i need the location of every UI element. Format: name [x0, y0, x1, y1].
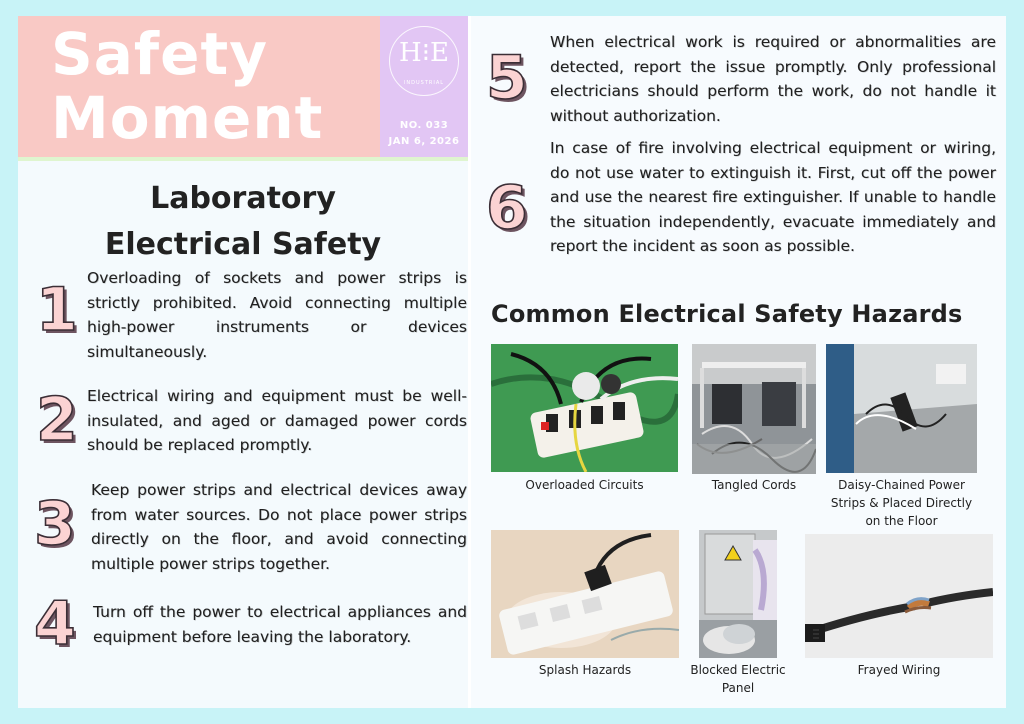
header-underline — [18, 157, 468, 161]
tip-text-5: When electrical work is required or abnormalities are detected, report the issue promptly. Only professional electricians should perform the work, do not handle it without authorization. — [550, 33, 996, 125]
frayed-wiring-photo — [805, 534, 993, 658]
blocked-electric-panel-photo — [699, 530, 777, 658]
caption-overloaded-circuits: Overloaded Circuits — [525, 478, 644, 492]
main-title — [78, 176, 408, 268]
tip-number-6: 6 — [486, 173, 528, 243]
issue-date: JAN 6, 2026 — [388, 136, 460, 147]
caption-blocked-panel: Blocked Electric Panel — [690, 663, 786, 695]
splash-hazards-photo — [491, 530, 679, 658]
tip-text-2: Electrical wiring and equipment must be well-insulated, and aged or damaged power cords should be replaced promptly. — [87, 387, 467, 454]
company-logo: H⁝E — [399, 38, 449, 68]
caption-tangled-cords: Tangled Cords — [711, 478, 797, 492]
poster — [18, 16, 1006, 708]
daisy-chained-power-strips-photo — [826, 344, 977, 473]
tip-number-5: 5 — [486, 43, 528, 113]
logo-subtext: INDUSTRIAL — [403, 80, 445, 86]
caption-splash-hazards: Splash Hazards — [538, 663, 632, 677]
tip-number-1: 1 — [36, 275, 78, 345]
header-title — [51, 22, 323, 150]
main-title-line1: Laboratory — [150, 181, 336, 216]
tip-text-1: Overloading of sockets and power strips is strictly prohibited. Avoid connecting multiple high-power instruments or devices simultaneously. — [87, 269, 467, 361]
overloaded-circuits-photo — [491, 344, 678, 472]
tip-text-4: Turn off the power to electrical appliances and equipment before leaving the laboratory. — [93, 603, 467, 646]
hazards-title: Common Electrical Safety Hazards — [491, 300, 963, 328]
tip-text-6: In case of fire involving electrical equipment or wiring, do not use water to extinguish it. First, cut off the power and use the nearest fire extinguisher. If unable to handle the situation independently, evacuate immediately and report the incident as soon as possible. — [550, 139, 996, 255]
caption-frayed-wiring: Frayed Wiring — [857, 663, 941, 677]
header-title-line1: Safety — [51, 20, 269, 88]
tip-number-2: 2 — [36, 385, 78, 455]
caption-daisy-chained: Daisy-Chained Power Strips & Placed Directly on the Floor — [830, 478, 973, 528]
tangled-cords-photo — [692, 344, 816, 474]
header-title-line2: Moment — [51, 84, 324, 152]
tip-number-4: 4 — [34, 589, 76, 659]
main-title-line2: Electrical Safety — [104, 227, 382, 262]
column-divider — [468, 16, 471, 708]
tip-number-3: 3 — [34, 489, 76, 559]
logo-box — [380, 16, 468, 157]
issue-number: NO. 033 — [399, 120, 449, 131]
tip-text-3: Keep power strips and electrical devices away from water sources. Do not place power strips directly on the floor, and avoid connecting multiple power strips together. — [91, 481, 467, 573]
header-banner — [18, 16, 380, 157]
